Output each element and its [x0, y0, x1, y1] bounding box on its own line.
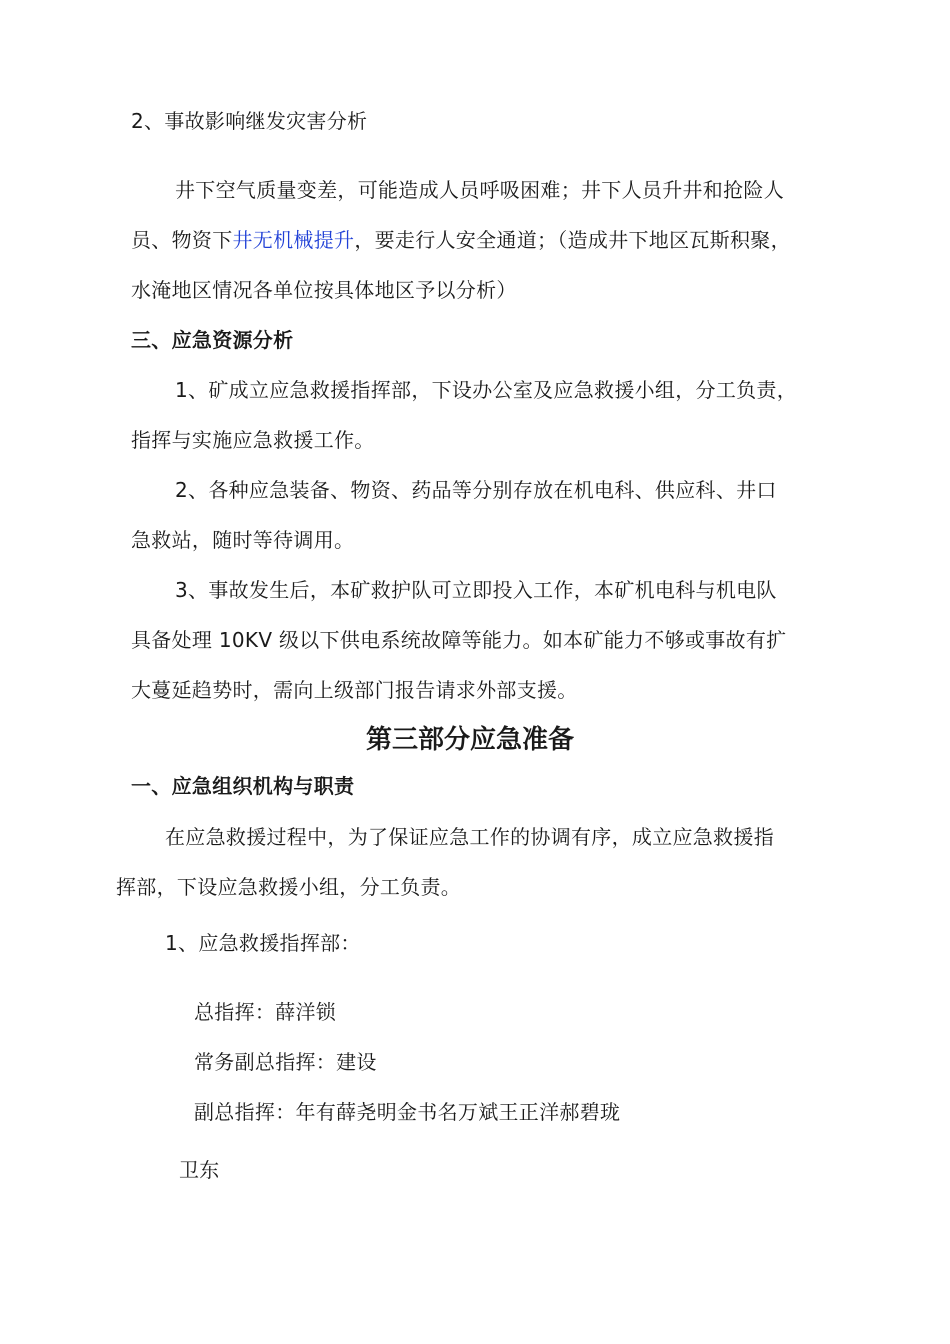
list-item-line: 指挥与实施应急救援工作。 [131, 428, 375, 452]
paragraph-line: 挥部，下设应急救援小组，分工负责。 [116, 875, 462, 899]
sub-heading: 1、应急救援指挥部： [165, 931, 361, 955]
text-span: 员、物资下 [131, 228, 233, 252]
list-item-line: 3、事故发生后，本矿救护队可立即投入工作，本矿机电科与机电队 [175, 578, 777, 602]
commander-line: 总指挥：薛洋锁 [194, 1000, 337, 1024]
list-item-line: 具备处理 10KV 级以下供电系统故障等能力。如本矿能力不够或事故有扩 [131, 628, 787, 652]
paragraph-line [131, 227, 791, 253]
continuation-line: 卫东 [179, 1158, 220, 1182]
section-2-heading: 2、事故影响继发灾害分析 [131, 109, 368, 133]
highlighted-link-text[interactable]: 井无机械提升 [232, 228, 355, 252]
section-3-heading: 三、应急资源分析 [131, 328, 294, 352]
list-item-line: 急救站，随时等待调用。 [131, 528, 355, 552]
subsection-heading: 一、应急组织机构与职责 [131, 774, 355, 798]
paragraph-line: 井下空气质量变差，可能造成人员呼吸困难；井下人员升井和抢险人 [175, 178, 784, 202]
list-item-line: 大蔓延趋势时，需向上级部门报告请求外部支援。 [131, 678, 578, 702]
paragraph-line: 水淹地区情况各单位按具体地区予以分析） [131, 278, 517, 302]
part-3-title: 第三部分应急准备 [365, 725, 574, 755]
list-item-line: 2、各种应急装备、物资、药品等分别存放在机电科、供应科、井口 [175, 478, 777, 502]
executive-deputy-line: 常务副总指挥：建设 [194, 1050, 377, 1074]
deputy-line: 副总指挥：年有薛尧明金书名万斌王正洋郝碧珑 [194, 1100, 621, 1124]
text-span: ，要走行人安全通道；（造成井下地区瓦斯积聚， [354, 228, 791, 252]
paragraph-line: 在应急救援过程中，为了保证应急工作的协调有序，成立应急救援指 [165, 825, 774, 849]
list-item-line: 1、矿成立应急救援指挥部，下设办公室及应急救援小组，分工负责， [175, 378, 798, 402]
